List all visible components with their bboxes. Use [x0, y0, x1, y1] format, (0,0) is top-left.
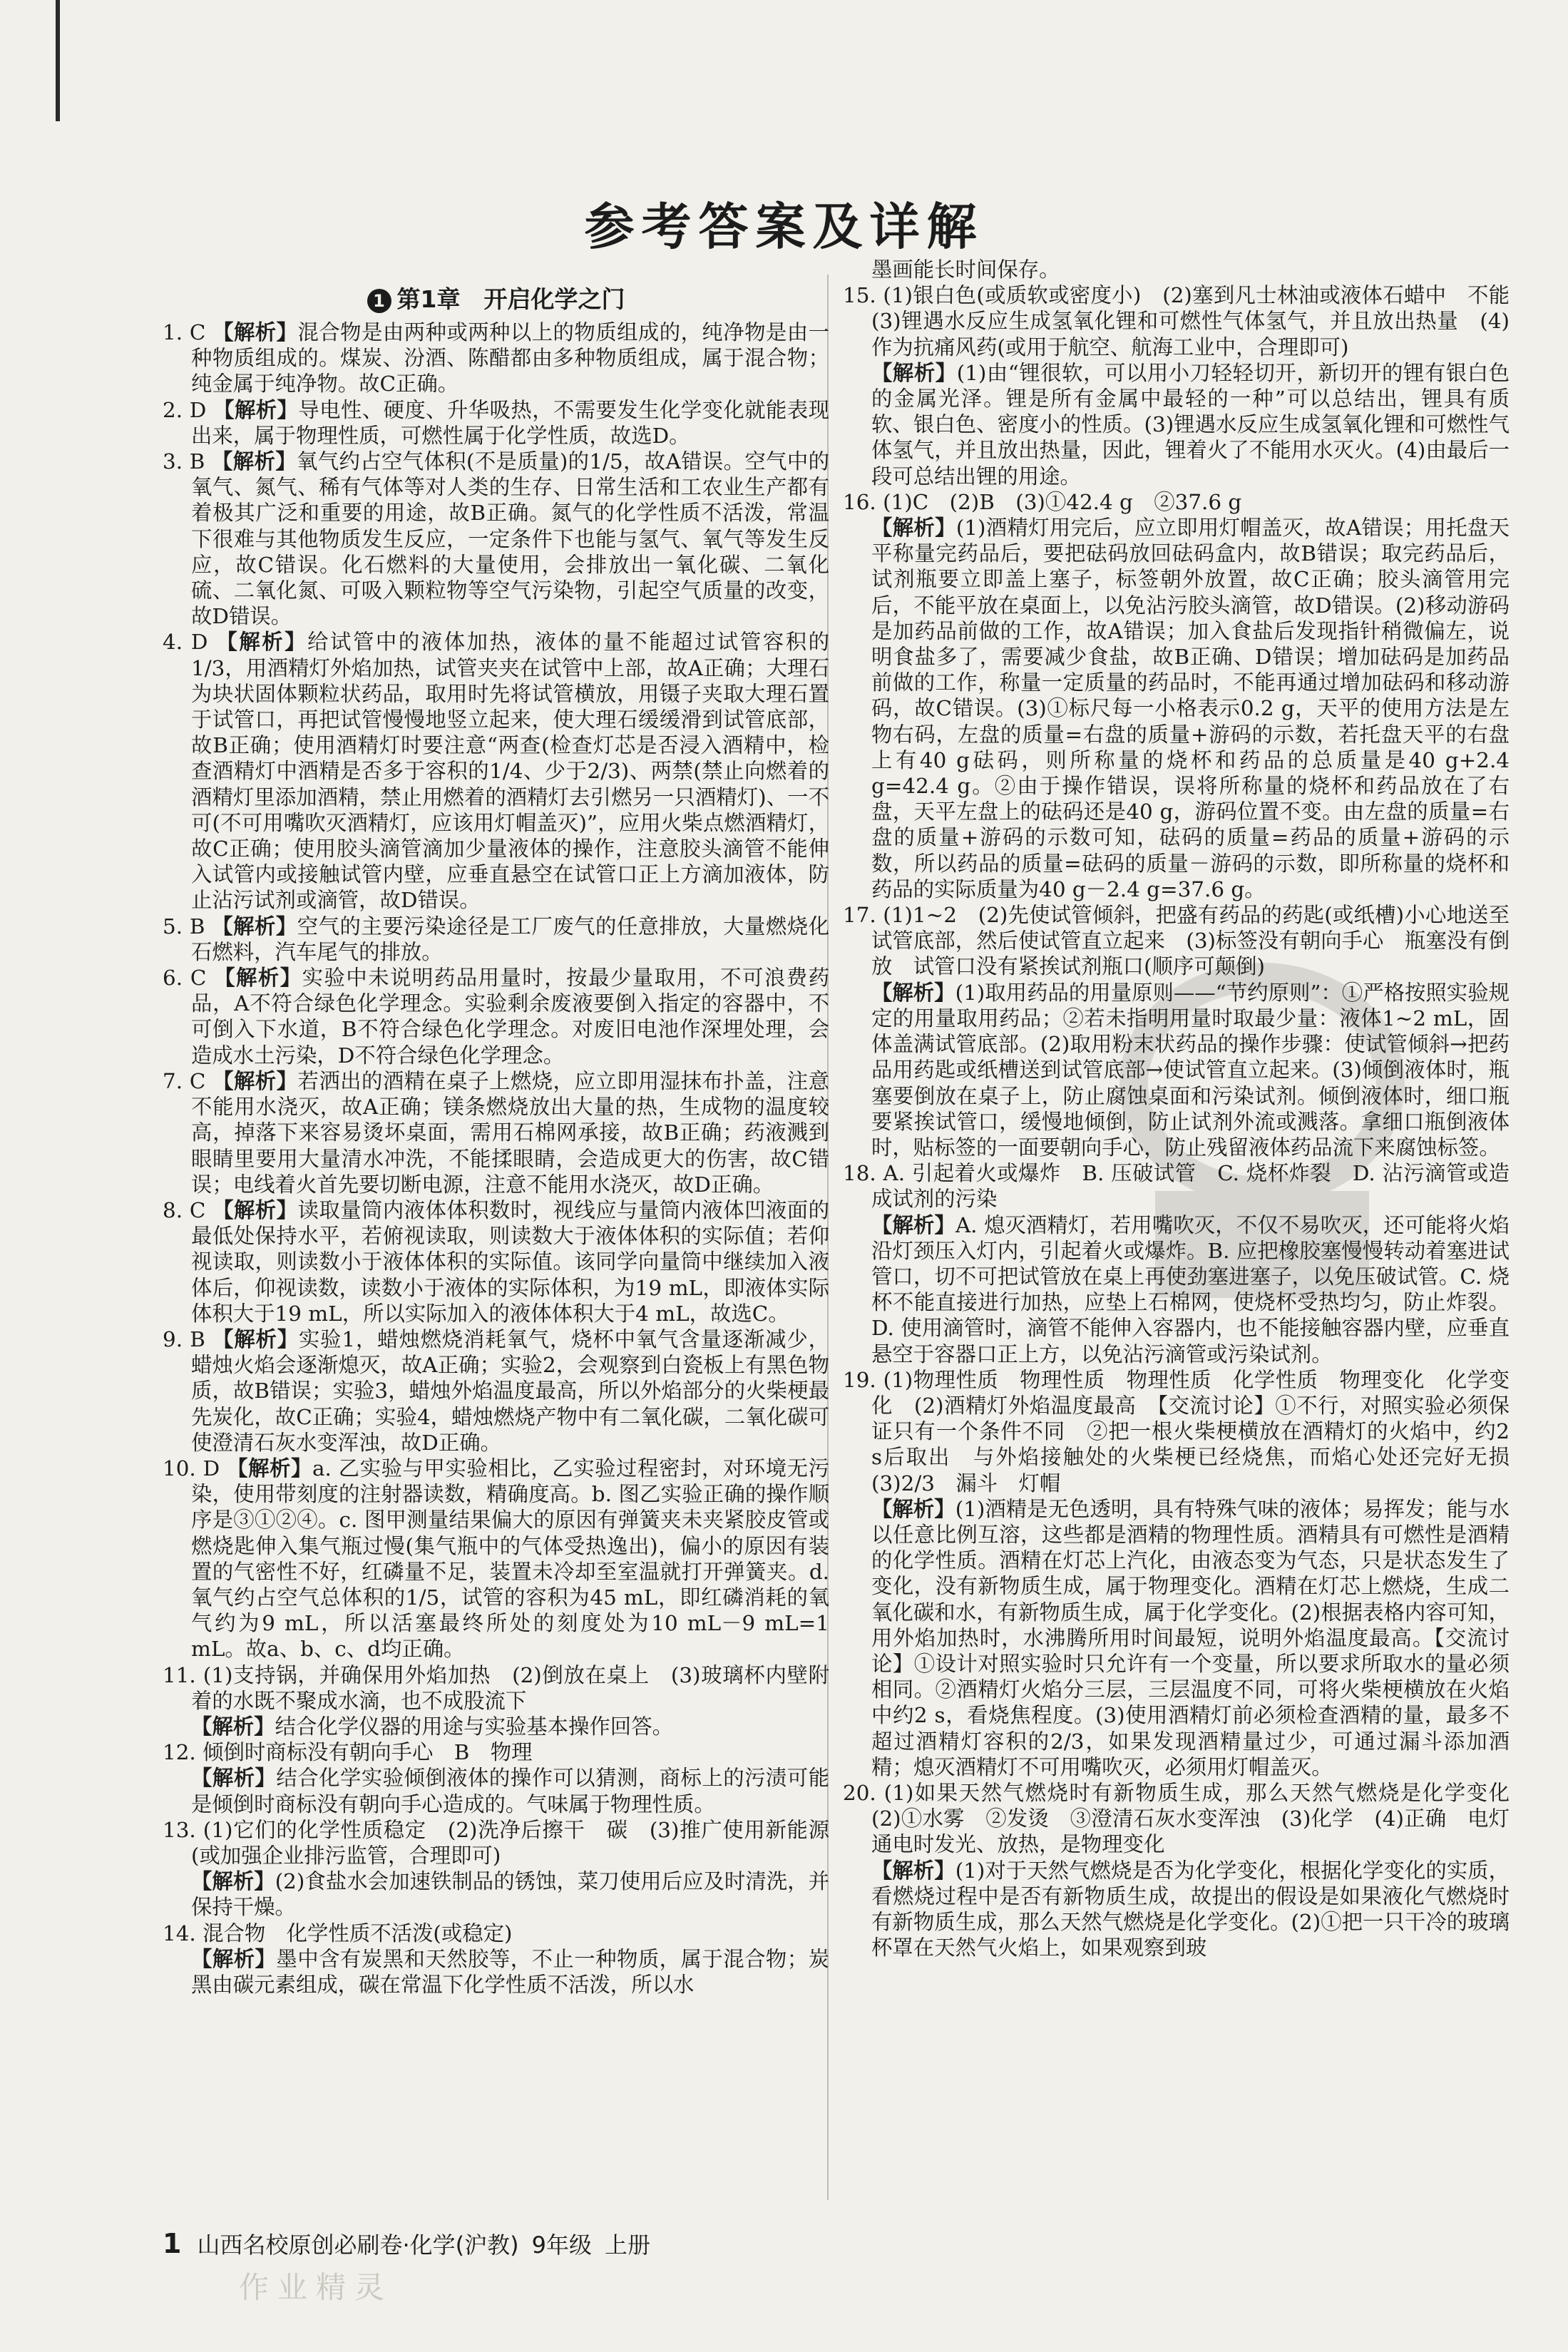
answer-item	[843, 282, 1531, 360]
answer-number: 18.	[843, 1161, 876, 1186]
left-column	[163, 284, 829, 2209]
answer-item	[163, 1817, 829, 1868]
answer-number: 17.	[843, 903, 876, 928]
answer-number: 7. C	[163, 1068, 206, 1093]
answer-text: 给试管中的液体加热，液体的量不能超过试管容积的1/3，用酒精灯外焰加热，试管夹夹在试管中上部，故A正确；大理石为块状固体颗粒状药品，取用时先将试管横放，用镊子夹取大理石置于试管口，再把试管慢慢地竖立起来，使大理石缓缓滑到试管底部，故B正确；使用酒精灯时要注意“两查(检查灯芯是否浸入酒精中，检查酒精灯中酒精是否多于容积的1/4、少于2/3)、两禁(禁止向燃着的酒精灯里添加酒精，禁止用燃着的酒精灯去引燃另一只酒精灯)、一不可(不可用嘴吹灭酒精灯，应该用灯帽盖灭)”，应用火柴点燃酒精灯，故C正确；使用胶头滴管滴加少量液体的操作，注意胶头滴管不能伸入试管内或接触试管内壁，应垂直悬空在试管口正上方滴加液体，防止沾污试剂或滴管，故D错误。	[191, 630, 830, 913]
analysis-tag: 【解析】	[212, 1068, 298, 1093]
answer-text: 实验中未说明药品用量时，按最少量取用，不可浪费药品，A不符合绿色化学理念。实验剩余废液要倒入指定的容器中，不可倒入下水道，B不符合绿色化学理念。对废旧电池作深埋处理，会造成水土污染，D不符合绿色化学理念。	[191, 966, 830, 1068]
answer-text: (1)1~2 (2)先使试管倾斜，把盛有药品的药匙(或纸槽)小心地送至试管底部，然后使试管直立起来 (3)标签没有朝向手心 瓶塞没有倒放 试管口没有紧挨试剂瓶口(顺序可颠倒)	[871, 903, 1510, 979]
answer-text: 导电性、硬度、升华吸热，不需要发生化学变化就能表现出来，属于物理性质，可燃性属于化学性质，故选D。	[191, 397, 830, 448]
answer-item	[163, 319, 829, 397]
answer-item	[163, 397, 829, 449]
answer-item	[163, 449, 829, 629]
page-number: 1	[163, 2228, 182, 2259]
analysis-tag: 【解析】	[212, 320, 298, 344]
answer-number: 19.	[843, 1367, 876, 1392]
answer-text: (1)支持锅，并确保用外焰加热 (2)倒放在桌上 (3)玻璃杯内壁附着的水既不聚成水滴，也不成股流下	[191, 1662, 829, 1713]
analysis-tag: 【解析】	[216, 630, 308, 655]
answer-text: A. 熄灭酒精灯，若用嘴吹灭，不仅不易吹灭，还可能将火焰沿灯颈压入灯内，引起着火或爆炸。B. 应把橡胶塞慢慢转动着塞进试管口，切不可把试管放在桌上再使劲塞进塞子，以免压破试管。C. 烧杯不能直接进行加热，应垫上石棉网，使烧杯受热均匀，防止炸裂。D. 使用滴管时，滴管不能伸入容器内，也不能接触容器内壁，应垂直悬空于容器口正上方，以免沾污滴管或污染试剂。	[871, 1212, 1510, 1366]
analysis-tag: 【解析】	[871, 980, 955, 1005]
analysis-tag: 【解析】	[191, 1714, 275, 1739]
analysis-tag: 【解析】	[213, 397, 299, 422]
analysis-tag: 【解析】	[191, 1946, 277, 1971]
answer-item	[163, 914, 829, 965]
answer-text: (1)C (2)B (3)①42.4 g ②37.6 g	[883, 489, 1242, 514]
answer-item	[843, 360, 1510, 489]
answer-text: 读取量筒内液体体积数时，视线应与量筒内液体凹液面的最低处保持水平，若俯视读取，则读数大于液体体积的实际值；若仰视读取，则读数小于液体体积的实际值。该同学向量筒中继续加入液体后，仰视读数，读数小于液体的实际体积，为19 mL，即液体实际体积大于19 mL，所以实际加入的液体体积大于4 mL，故选C。	[191, 1197, 830, 1326]
answer-text: 空气的主要污染途径是工厂废气的任意排放，大量燃烧化石燃料，汽车尾气的排放。	[191, 914, 830, 964]
answer-item	[163, 1739, 829, 1765]
answer-item	[163, 965, 829, 1068]
answer-number: 9. B	[163, 1326, 205, 1351]
answer-text: (1)取用药品的用量原则——“节约原则”：①严格按照实验规定的用量取用药品；②若未指明用量时取最少量：液体1~2 mL，固体盖满试管底部。(2)取用粉末状药品的操作步骤：使试管倾斜→把药品用药匙或纸槽送到试管底部→使试管直立起来。(3)倾倒液体时，瓶塞要倒放在桌子上，防止腐蚀桌面和污染试剂。倾倒液体时，细口瓶要紧挨试管口，缓慢地倾倒，防止试剂外流或溅落。拿细口瓶倒液体时，贴标签的一面要朝向手心，防止残留液体药品流下来腐蚀标签。	[871, 980, 1510, 1160]
answer-item	[163, 1456, 829, 1662]
answer-item	[163, 1326, 829, 1456]
analysis-tag: 【解析】	[212, 914, 297, 939]
chapter-number-badge: 1	[367, 289, 391, 313]
page-title: 参考答案及详解	[584, 198, 984, 256]
analysis-tag: 【解析】	[212, 1326, 299, 1351]
answer-item	[843, 489, 1510, 515]
answer-text: 混合物 化学性质不活泼(或稳定)	[203, 1921, 513, 1945]
book-title: 山西名校原创必刷卷·化学(沪教)	[197, 2231, 519, 2259]
volume-label: 上册	[604, 2231, 650, 2259]
answer-item	[843, 1367, 1531, 1496]
answer-text: 墨中含有炭黑和天然胶等，不止一种物质，属于混合物；炭黑由碳元素组成，碳在常温下化学性质不活泼，所以水	[191, 1946, 830, 1997]
answer-text: A. 引起着火或爆炸 B. 压破试管 C. 烧杯炸裂 D. 沾污滴管或造成试剂的污染	[871, 1161, 1510, 1212]
answer-text: 结合化学实验倾倒液体的操作可以猜测，商标上的污渍可能是倾倒时商标没有朝向手心造成的。气味属于物理性质。	[191, 1766, 830, 1816]
answer-number: 12.	[163, 1740, 196, 1765]
answer-number: 11.	[163, 1662, 196, 1687]
analysis-tag: 【解析】	[191, 1766, 277, 1791]
analysis-tag: 【解析】	[871, 1212, 955, 1237]
answer-number: 16.	[843, 489, 876, 514]
scan-edge	[56, 0, 60, 121]
answer-item	[163, 1921, 829, 1946]
answer-number: 2. D	[163, 397, 207, 422]
answer-number: 6. C	[163, 966, 207, 991]
answer-item	[843, 515, 1510, 902]
answer-text: (1)银白色(或质软或密度小) (2)塞到凡士林油或液体石蜡中 不能 (3)锂遇水反应生成氢氧化锂和可燃性气体氢气，并且放出热量 (4)作为抗痛风药(或用于航空、航海工业中，合理即可)	[871, 283, 1531, 359]
answer-item	[163, 1765, 829, 1816]
analysis-tag: 【解析】	[227, 1456, 312, 1481]
analysis-tag: 【解析】	[214, 966, 302, 991]
answer-item	[163, 1662, 829, 1714]
answer-item	[163, 1068, 829, 1197]
analysis-tag: 【解析】	[191, 1869, 275, 1894]
answer-text: (1)如果天然气燃烧时有新物质生成，那么天然气燃烧是化学变化 (2)①水雾 ②发烫 ③澄清石灰水变浑浊 (3)化学 (4)正确 电灯通电时发光、放热，是物理变化	[871, 1780, 1531, 1857]
analysis-tag: 【解析】	[871, 516, 956, 541]
answer-text: 若洒出的酒精在桌子上燃烧，应立即用湿抹布扑盖，注意不能用水浇灭，故A正确；镁条燃烧放出大量的热，生成物的温度较高，掉落下来容易烫坏桌面，需用石棉网承接，故B正确；药液溅到眼睛里要用大量清水冲洗，不能揉眼睛，会造成更大的伤害，故C错误；电线着火首先要切断电源，注意不能用水浇灭，故D正确。	[191, 1068, 830, 1197]
answer-item	[843, 1496, 1510, 1780]
answer-text: (1)由“锂很软，可以用小刀轻轻切开，新切开的锂有银白色的金属光泽。锂是所有金属中最轻的一种”可以总结出，锂具有质软、银白色、密度小的性质。(3)锂遇水反应生成氢氧化锂和可燃性气体氢气，并且放出热量，因此，锂着火了不能用水灭火。(4)由最后一段可总结出锂的用途。	[871, 360, 1510, 489]
answer-item	[163, 1197, 829, 1326]
analysis-tag: 【解析】	[871, 1858, 955, 1883]
footer-watermark-icon: 作业精灵	[239, 2270, 394, 2305]
answer-item	[843, 257, 1510, 282]
answer-item	[843, 1858, 1510, 1961]
analysis-tag: 【解析】	[871, 1496, 955, 1521]
answer-item	[163, 1868, 829, 1920]
answer-item	[163, 629, 829, 913]
answer-item	[163, 1714, 829, 1739]
answer-text: (2)食盐水会加速铁制品的锈蚀，菜刀使用后应及时清洗，并保持干燥。	[191, 1869, 830, 1920]
answer-number: 15.	[843, 283, 876, 308]
answer-text: 实验1，蜡烛燃烧消耗氧气，烧杯中氧气含量逐渐减少，蜡烛火焰会逐渐熄灭，故A正确；实验2，会观察到白瓷板上有黑色物质，故B错误；实验3，蜡烛外焰温度最高，所以外焰部分的火柴梗最先炭化，故C正确；实验4，蜡烛燃烧产物中有二氧化碳，二氧化碳可使澄清石灰水变浑浊，故D正确。	[191, 1326, 830, 1455]
answer-number: 10. D	[163, 1456, 220, 1481]
answer-number: 1. C	[163, 320, 206, 344]
answer-text: (1)酒精灯用完后，应立即用灯帽盖灭，故A错误；用托盘天平称量完药品后，要把砝码放回砝码盒内，故B错误；取完药品后，试剂瓶要立即盖上塞子，标签朝外放置，故C正确；胶头滴管用完后，不能平放在桌面上，以免沾污胶头滴管，故D错误。(2)移动游码是加药品前做的工作，故A错误；加入食盐后发现指针稍微偏左，说明食盐多了，需要减少食盐，故B正确、D错误；增加砝码是加药品前做的工作，称量一定质量的药品时，不能再通过增加砝码和移动游码，故C错误。(3)①标尺每一小格表示0.2 g，天平的使用方法是左物右码，左盘的质量=右盘的质量+游码的示数，若托盘天平的右盘上有40 g砝码，则所称量的烧杯和药品的总质量是40 g+2.4 g=42.4 g。②由于操作错误，误将所称量的烧杯和药品放在了右盘，天平左盘上的砝码还是40 g，游码位置不变。由左盘的质量=右盘的质量+游码的示数可知，砝码的质量=药品的质量+游码的示数，所以药品的质量=砝码的质量－游码的示数，即所称量的烧杯和药品的实际质量为40 g－2.4 g=37.6 g。	[871, 516, 1510, 901]
answer-text: a. 乙实验与甲实验相比，乙实验过程密封，对环境无污染，使用带刻度的注射器读数，精确度高。b. 图乙实验正确的操作顺序是③①②④。c. 图甲测量结果偏大的原因有弹簧夹未夹紧胶皮管或燃烧匙伸入集气瓶过慢(集气瓶中的气体受热逸出)，偏小的原因有装置的气密性不好，红磷量不足，装置未冷却至室温就打开弹簧夹。d. 氧气约占空气总体积的1/5，试管的容积为45 mL，即红磷消耗的氧气约为9 mL，所以活塞最终所处的刻度处为10 mL－9 mL=1 mL。故a、b、c、d均正确。	[191, 1456, 830, 1662]
answer-item	[163, 1946, 829, 1998]
answer-number: 5. B	[163, 914, 205, 939]
answer-text: 氧气约占空气体积(不是质量)的1/5，故A错误。空气中的氧气、氮气、稀有气体等对人类的生存、日常生活和工农业生产都有着极其广泛和重要的用途，故B正确。氮气的化学性质不活泼，常温下很难与其他物质发生反应，一定条件下也能与氢气、氧气等发生反应，故C错误。化石燃料的大量使用，会排放出一氧化碳、二氧化硫、二氧化氮、可吸入颗粒物等空气污染物，引起空气质量的改变，故D错误。	[191, 449, 830, 629]
answer-text: 混合物是由两种或两种以上的物质组成的，纯净物是由一种物质组成的。煤炭、汾酒、陈醋都由多种物质组成，属于混合物；纯金属于纯净物。故C正确。	[191, 320, 830, 397]
answer-text: (1)物理性质 物理性质 物理性质 化学性质 物理变化 化学变化 (2)酒精灯外焰温度最高 【交流讨论】①不行，对照实验必须保证只有一个条件不同 ②把一根火柴梗横放在酒精灯的火焰中，约2 s后取出 与外焰接触处的火柴梗已经烧焦，而焰心处还完好无损 (3)2/3 漏斗 灯帽	[871, 1367, 1531, 1495]
grade-label: 9年级	[531, 2231, 592, 2259]
right-column	[843, 257, 1531, 2211]
answer-item	[843, 1780, 1531, 1858]
answer-item	[843, 1212, 1510, 1367]
chapter-heading	[163, 284, 829, 315]
answer-text: 墨画能长时间保存。	[871, 257, 1060, 282]
answer-text: (1)对于天然气燃烧是否为化学变化，根据化学变化的实质，看燃烧过程中是否有新物质生成，故提出的假设是如果液化气燃烧时有新物质生成，那么天然气燃烧是化学变化。(2)①把一只干冷的玻璃杯罩在天然气火焰上，如果观察到玻	[871, 1858, 1510, 1960]
answer-text: 倾倒时商标没有朝向手心 B 物理	[203, 1740, 533, 1765]
answer-number: 14.	[163, 1921, 196, 1945]
analysis-tag: 【解析】	[871, 360, 957, 385]
answer-text: 结合化学仪器的用途与实验基本操作回答。	[275, 1714, 673, 1739]
answer-number: 13.	[163, 1817, 196, 1842]
analysis-tag: 【解析】	[212, 449, 297, 474]
answer-item	[843, 1160, 1510, 1212]
answer-number: 3. B	[163, 449, 205, 474]
answer-item	[843, 902, 1510, 980]
page-footer	[163, 2227, 650, 2260]
chapter-label: 第1章 开启化学之门	[396, 285, 625, 313]
answer-number: 4. D	[163, 630, 208, 655]
answer-text: (1)它们的化学性质稳定 (2)洗净后擦干 碳 (3)推广使用新能源(或加强企业排污监管，合理即可)	[191, 1817, 829, 1868]
answer-number: 8. C	[163, 1197, 206, 1222]
analysis-tag: 【解析】	[212, 1197, 298, 1222]
answer-item	[843, 980, 1510, 1160]
answer-text: (1)酒精是无色透明，具有特殊气味的液体；易挥发；能与水以任意比例互溶，这些都是酒精的物理性质。酒精具有可燃性是酒精的化学性质。酒精在灯芯上汽化，由液态变为气态，只是状态发生了变化，没有新物质生成，属于物理变化。酒精在灯芯上燃烧，生成二氧化碳和水，有新物质生成，属于化学变化。(2)根据表格内容可知，用外焰加热时，水沸腾所用时间最短，说明外焰温度最高。【交流讨论】①设计对照实验时只允许有一个变量，所以要求所取水的量必须相同。②酒精灯火焰分三层，三层温度不同，可将火柴梗横放在火焰中约2 s，看烧焦程度。(3)使用酒精灯前必须检查酒精的量，最多不超过酒精灯容积的2/3，如果发现酒精量过少，可通过漏斗添加酒精；熄灭酒精灯不可用嘴吹灭，必须用灯帽盖灭。	[871, 1496, 1510, 1779]
answer-number: 20.	[843, 1780, 876, 1805]
